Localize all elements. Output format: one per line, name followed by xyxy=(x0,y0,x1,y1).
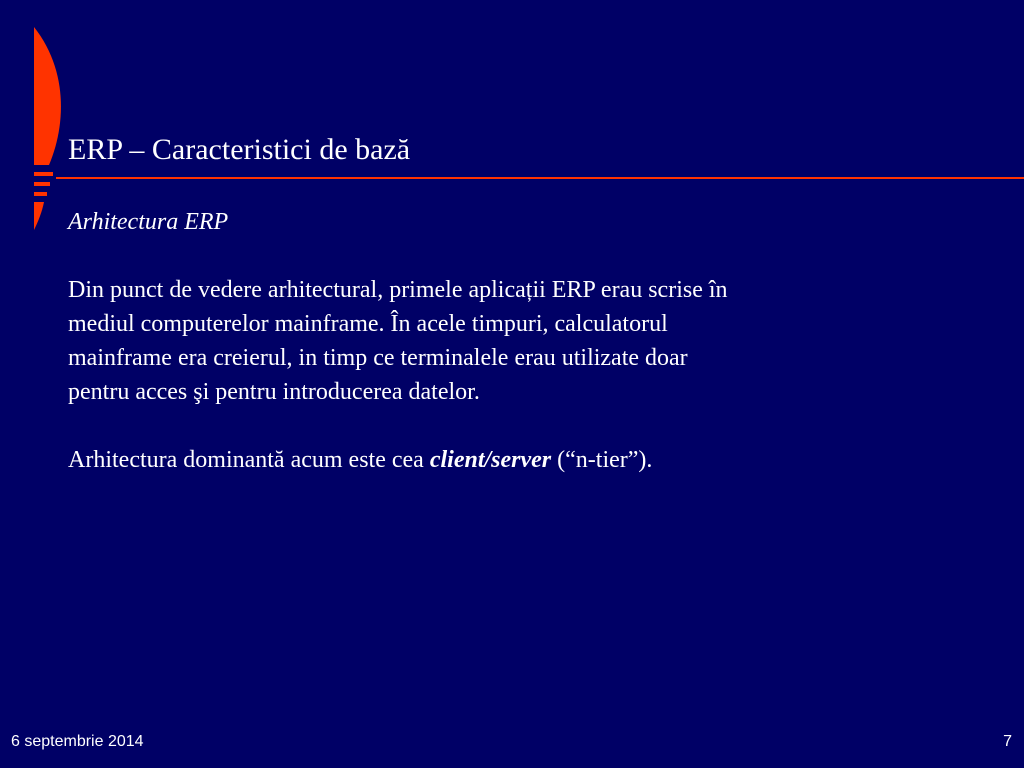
paragraph-line: pentru acces şi pentru introducerea datelor. xyxy=(68,379,480,405)
section-subheading: Arhitectura ERP xyxy=(68,209,229,235)
spacer xyxy=(68,239,968,273)
slide-title: ERP – Caracteristici de bază xyxy=(68,133,411,166)
paragraph-line: mediul computerelor mainframe. În acele timpuri, calculatorul xyxy=(68,311,668,337)
slide-content xyxy=(68,205,968,477)
paragraph-dominant-architecture xyxy=(68,443,968,477)
paragraph-line: Din punct de vedere arhitectural, primele aplicații ERP erau scrise în xyxy=(68,277,728,303)
footer-date: 6 septembrie 2014 xyxy=(11,733,144,750)
title-underline xyxy=(56,177,1024,179)
emphasis-client-server: client/server xyxy=(429,447,552,473)
page-number: 7 xyxy=(1003,733,1012,750)
paragraph-architecture xyxy=(68,273,968,409)
slide-decoration-crescent xyxy=(0,0,70,240)
paragraph-line: mainframe era creierul, in timp ce terminalele erau utilizate doar xyxy=(68,345,688,371)
paragraph-text: Arhitectura dominantă acum este cea xyxy=(68,447,430,473)
spacer xyxy=(68,409,968,443)
paragraph-text: (“n-tier”). xyxy=(551,447,653,473)
